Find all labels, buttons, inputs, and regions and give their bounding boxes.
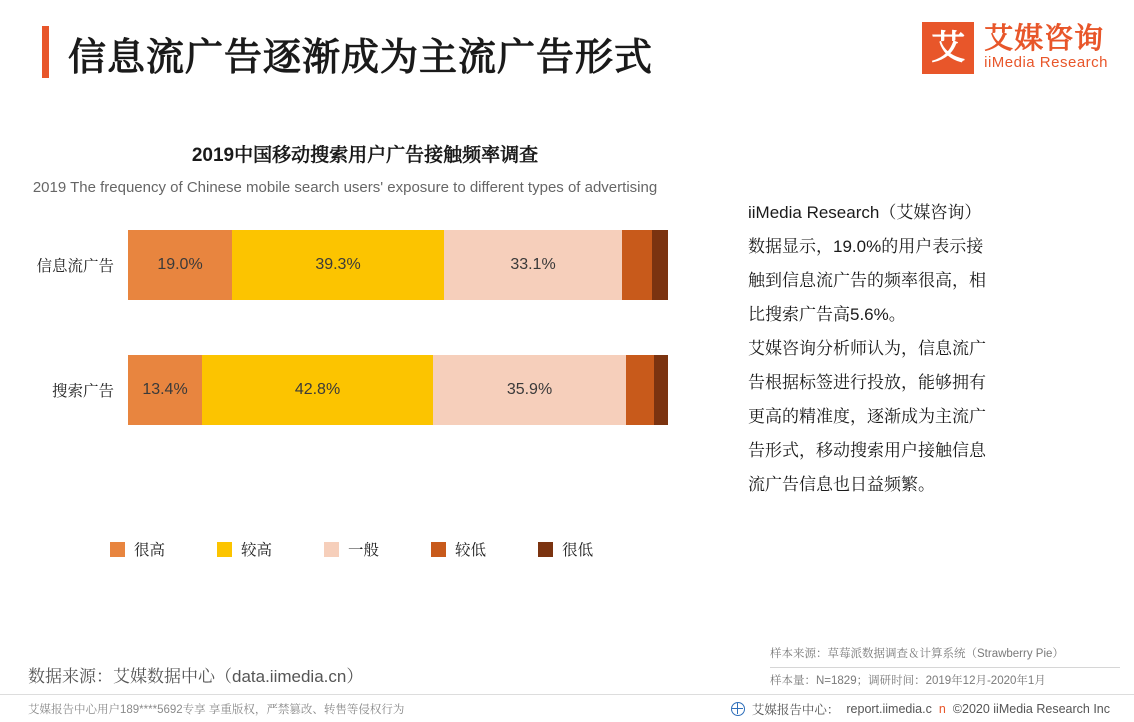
bar-segment-1-yiban[interactable]: 33.1%: [444, 230, 622, 300]
legend-label: 较高: [241, 542, 273, 559]
report-url[interactable]: report.iimedia.c: [846, 702, 932, 716]
bar-segment-2-yiban[interactable]: 35.9%: [433, 355, 626, 425]
legend-item-hengao[interactable]: [110, 538, 165, 560]
legend-label: 一般: [348, 542, 380, 559]
bar-row-sousuo: [0, 355, 700, 425]
legend-item-jiaodi[interactable]: [431, 538, 486, 560]
bar-row-xinxiliu: [0, 230, 700, 300]
chart-title: 2019中国移动搜索用户广告接触频率调查: [191, 145, 539, 166]
analysis-line: 艾媒咨询分析师认为，信息流广: [748, 339, 986, 358]
copyright-text: ©2020 iiMedia Research Inc: [952, 702, 1110, 716]
bar-segment-1-jiaodi[interactable]: [622, 230, 652, 300]
legend-label: 很低: [562, 542, 594, 559]
logo-name-cn: 艾媒咨询: [984, 22, 1105, 55]
legend-label: 较低: [455, 542, 487, 559]
analysis-line: iiMedia Research（艾媒咨询）: [748, 203, 982, 222]
bar-segment-1-hendi[interactable]: [652, 230, 668, 300]
bar-segment-2-hendi[interactable]: [654, 355, 668, 425]
legend-swatch-icon: [431, 542, 446, 557]
analysis-line: 流广告信息也日益频繁。: [748, 475, 935, 494]
analysis-line: 触到信息流广告的频率很高，相: [748, 271, 986, 290]
chart-container: [0, 140, 700, 580]
brand-logo: [922, 22, 1108, 74]
category-label-1: 信息流广告: [36, 258, 114, 276]
footnote-sample-source: 样本来源：草莓派数据调查＆计算系统（Strawberry Pie）: [770, 645, 1120, 668]
logo-mark-icon: 艾: [922, 22, 974, 74]
analysis-line: 数据显示，19.0%的用户表示接: [748, 237, 984, 256]
title-accent-bar: [42, 26, 49, 78]
bar-segment-2-hengao[interactable]: 13.4%: [128, 355, 202, 425]
legend-item-yiban[interactable]: [324, 538, 379, 560]
analysis-line: 比搜索广告高5.6%。: [748, 305, 906, 324]
logo-text: [984, 24, 1108, 72]
chart-legend: [110, 538, 593, 560]
footnote-sample-size: 样本量：N=1829；调研时间：2019年12月-2020年1月: [770, 675, 1046, 687]
analysis-line: 告形式，移动搜索用户接触信息: [748, 441, 986, 460]
legend-swatch-icon: [110, 542, 125, 557]
page-title: 信息流广告逐渐成为主流广告形式: [68, 37, 654, 79]
legend-item-jiaogao[interactable]: [217, 538, 272, 560]
bottom-bar-right: [731, 700, 1110, 718]
analysis-line: 告根据标签进行投放，能够拥有: [748, 373, 986, 392]
watermark-note: 艾媒报告中心用户189****5692专享 享重版权，严禁篡改、转售等侵权行为: [28, 704, 405, 716]
report-url-suffix[interactable]: n: [938, 702, 946, 716]
analysis-line: 更高的精准度，逐渐成为主流广: [748, 407, 986, 426]
legend-label: 很高: [134, 542, 166, 559]
analysis-text: [748, 196, 1088, 502]
bar-segment-1-jiaogao[interactable]: 39.3%: [232, 230, 444, 300]
legend-swatch-icon: [324, 542, 339, 557]
bar-segment-1-hengao[interactable]: 19.0%: [128, 230, 232, 300]
legend-item-hendi[interactable]: [538, 538, 593, 560]
bar-segment-2-jiaogao[interactable]: 42.8%: [202, 355, 433, 425]
logo-name-en: iiMedia Research: [984, 54, 1108, 72]
legend-swatch-icon: [217, 542, 232, 557]
report-center-label: 艾媒报告中心：: [751, 703, 840, 717]
globe-icon: [731, 702, 745, 716]
legend-swatch-icon: [538, 542, 553, 557]
data-source-note: 数据来源：艾媒数据中心（data.iimedia.cn）: [28, 667, 364, 686]
stacked-bar-1: [128, 230, 668, 300]
category-label-2: 搜索广告: [51, 383, 114, 401]
bar-segment-2-jiaodi[interactable]: [626, 355, 654, 425]
bottom-bar: [0, 694, 1134, 722]
chart-plot-area: [0, 225, 700, 475]
stacked-bar-2: [128, 355, 668, 425]
chart-subtitle: 2019 The frequency of Chinese mobile search users' exposure to different types of advertising: [32, 179, 658, 196]
